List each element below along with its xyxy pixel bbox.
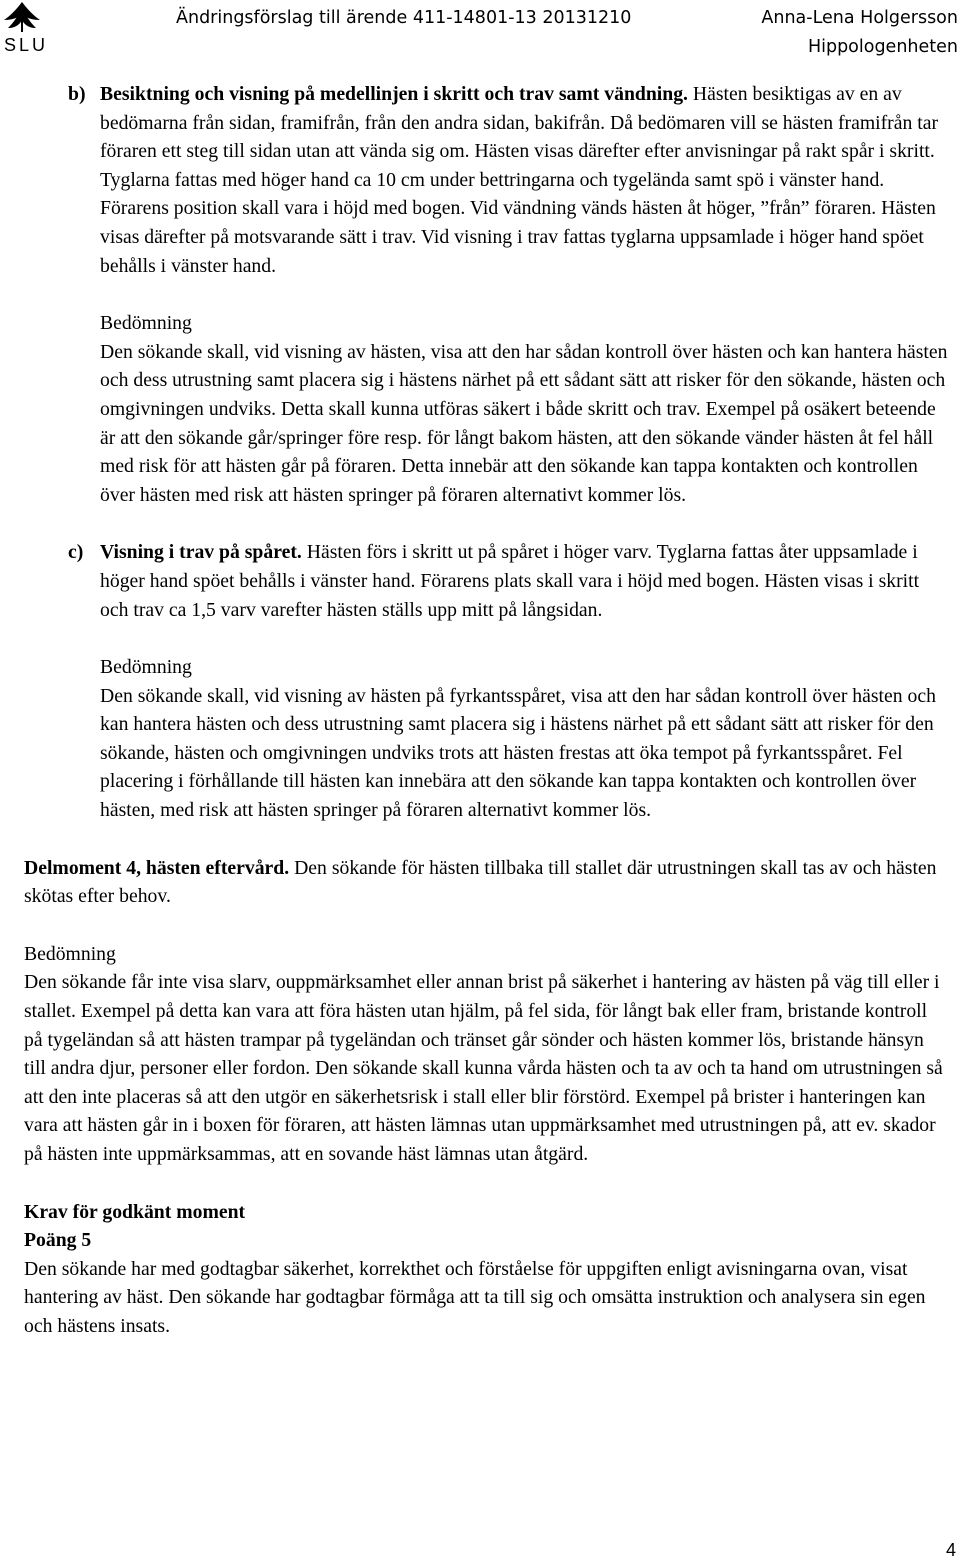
slu-logo [0, 0, 62, 62]
requirements-text: Den sökande har med godtagbar säkerhet, korrekthet och förståelse för uppgiften enligt avisningarna ovan, visat hantering av häst. Den sökande har godtagbar förmåga att ta till sig och omsätta instruktion och analysera sin egen och hästens insats. [24, 1257, 926, 1337]
department-name: Hippologenheten [807, 37, 958, 57]
section-b-heading: Besiktning och visning på medellinjen i skritt och trav samt vändning. [100, 83, 688, 105]
section-b-label: b) [68, 83, 86, 105]
page-header [0, 0, 960, 70]
section-c-label: c) [68, 541, 84, 564]
section-b-text: Hästen besiktigas av en av bedömarna från sidan, framifrån, från den andra sidan, bakifrån. Då bedömaren vill se hästen framifrån tar föraren ett steg till sidan utan att vända sig om. Hästen visas därefter efter anvisningar på rakt spår i skritt. Tyglarna fattas med höger hand ca 10 cm under bettringarna och tygelända samt spö i vänster hand. Förarens position skall vara i höjd med bogen. Vid vändning vänds hästen åt höger, ”från” föraren. Hästen visas därefter på motsvarande sätt i trav. Vid visning i trav fattas tyglarna uppsamlade i höger hand spöet behålls i vänster hand. [100, 83, 938, 277]
assessment-4-heading: Bedömning [24, 942, 116, 965]
assessment-c-heading: Bedömning [100, 656, 192, 679]
logo-text: SLU [4, 35, 49, 55]
assessment-4-text: Den sökande får inte visa slarv, ouppmärksamhet eller annan brist på säkerhet i hantering av hästen på väg till eller i stallet. Exempel på detta kan vara att föra hästen utan hjälm, på fel sida, för långt bak eller fram, bristande kontroll på tygeländan så att hästen trampar på tygeländan och tränset går sönder och hästen kommer lös, bristande hänsyn till andra djur, personer eller fordon. Den sökande skall kunna vårda hästen och ta av och ta hand om utrustningen så att den inte placeras så att den utgör en säkerhetsrisk i stall eller blir förstörd. Exempel på brister i hanteringen kan vara att hästen går in i boxen för föraren, att hästen lämnas utan uppmärksamhet med utrustningen på, att ev. skador på hästen inte uppmärksammas, att en sovande häst lämnas utan åtgärd. [24, 971, 943, 1165]
slu-leaf-icon [0, 0, 62, 36]
requirements-heading: Krav för godkänt moment [24, 1200, 246, 1223]
page-number: 4 [945, 1540, 956, 1560]
author-name: Anna-Lena Holgersson [761, 8, 958, 28]
assessment-b-heading: Bedömning [100, 312, 192, 335]
document-reference: Ändringsförslag till ärende 411-14801-13 20131210 [176, 8, 632, 28]
delmoment-4 [24, 854, 950, 911]
assessment-c [24, 653, 950, 825]
assessment-4 [24, 940, 950, 1169]
requirements [24, 1198, 950, 1341]
requirements-points: Poäng 5 [24, 1229, 92, 1252]
assessment-b [24, 309, 950, 509]
delmoment-4-heading: Delmoment 4, hästen eftervård. [24, 856, 290, 879]
assessment-b-text: Den sökande skall, vid visning av hästen, visa att den har sådan kontroll över hästen och kan hantera hästen och dess utrustning samt placera sig i hästens närhet på ett sådant sätt att risker för den sökande, hästen och omgivningen undviks. Detta skall kunna utföras säkert i både skritt och trav. Exempel på osäkert beteende är att den sökande går/springer före resp. för långt bakom hästen, att den sökande vänder hästen åt fel håll med risk för att hästen går på föraren. Detta innebär att den sökande kan tappa kontakten och kontrollen över hästen med risk att hästen springer på föraren alternativt kommer lös. [100, 340, 948, 506]
assessment-c-text: Den sökande skall, vid visning av hästen på fyrkantsspåret, visa att den har sådan kontroll över hästen och kan hantera hästen och dess utrustning samt placera sig i hästens närhet på ett sådant sätt att risker för den sökande, hästen och omgivningen undviks trots att hästen frestas att öka tempot på fyrkantsspåret. Fel placering i förhållande till hästen kan innebära att den sökande kan tappa kontakten och kontrollen över hästen, med risk att hästen springer på föraren alternativt kommer lös. [100, 684, 936, 822]
section-c-heading: Visning i trav på spåret. [100, 541, 302, 564]
document-body [24, 80, 950, 1341]
section-b [24, 80, 950, 280]
section-c [24, 538, 950, 624]
delmoment-4-text: Den sökande för hästen tillbaka till stallet där utrustningen skall tas av och hästen skötas efter behov. [24, 856, 937, 908]
section-c-text: Hästen förs i skritt ut på spåret i höger varv. Tyglarna fattas åter uppsamlade i höger hand spöet behålls i vänster hand. Förarens plats skall vara i höjd med bogen. Hästen visas i skritt och trav ca 1,5 varv varefter hästen ställs upp mitt på långsidan. [100, 541, 920, 621]
